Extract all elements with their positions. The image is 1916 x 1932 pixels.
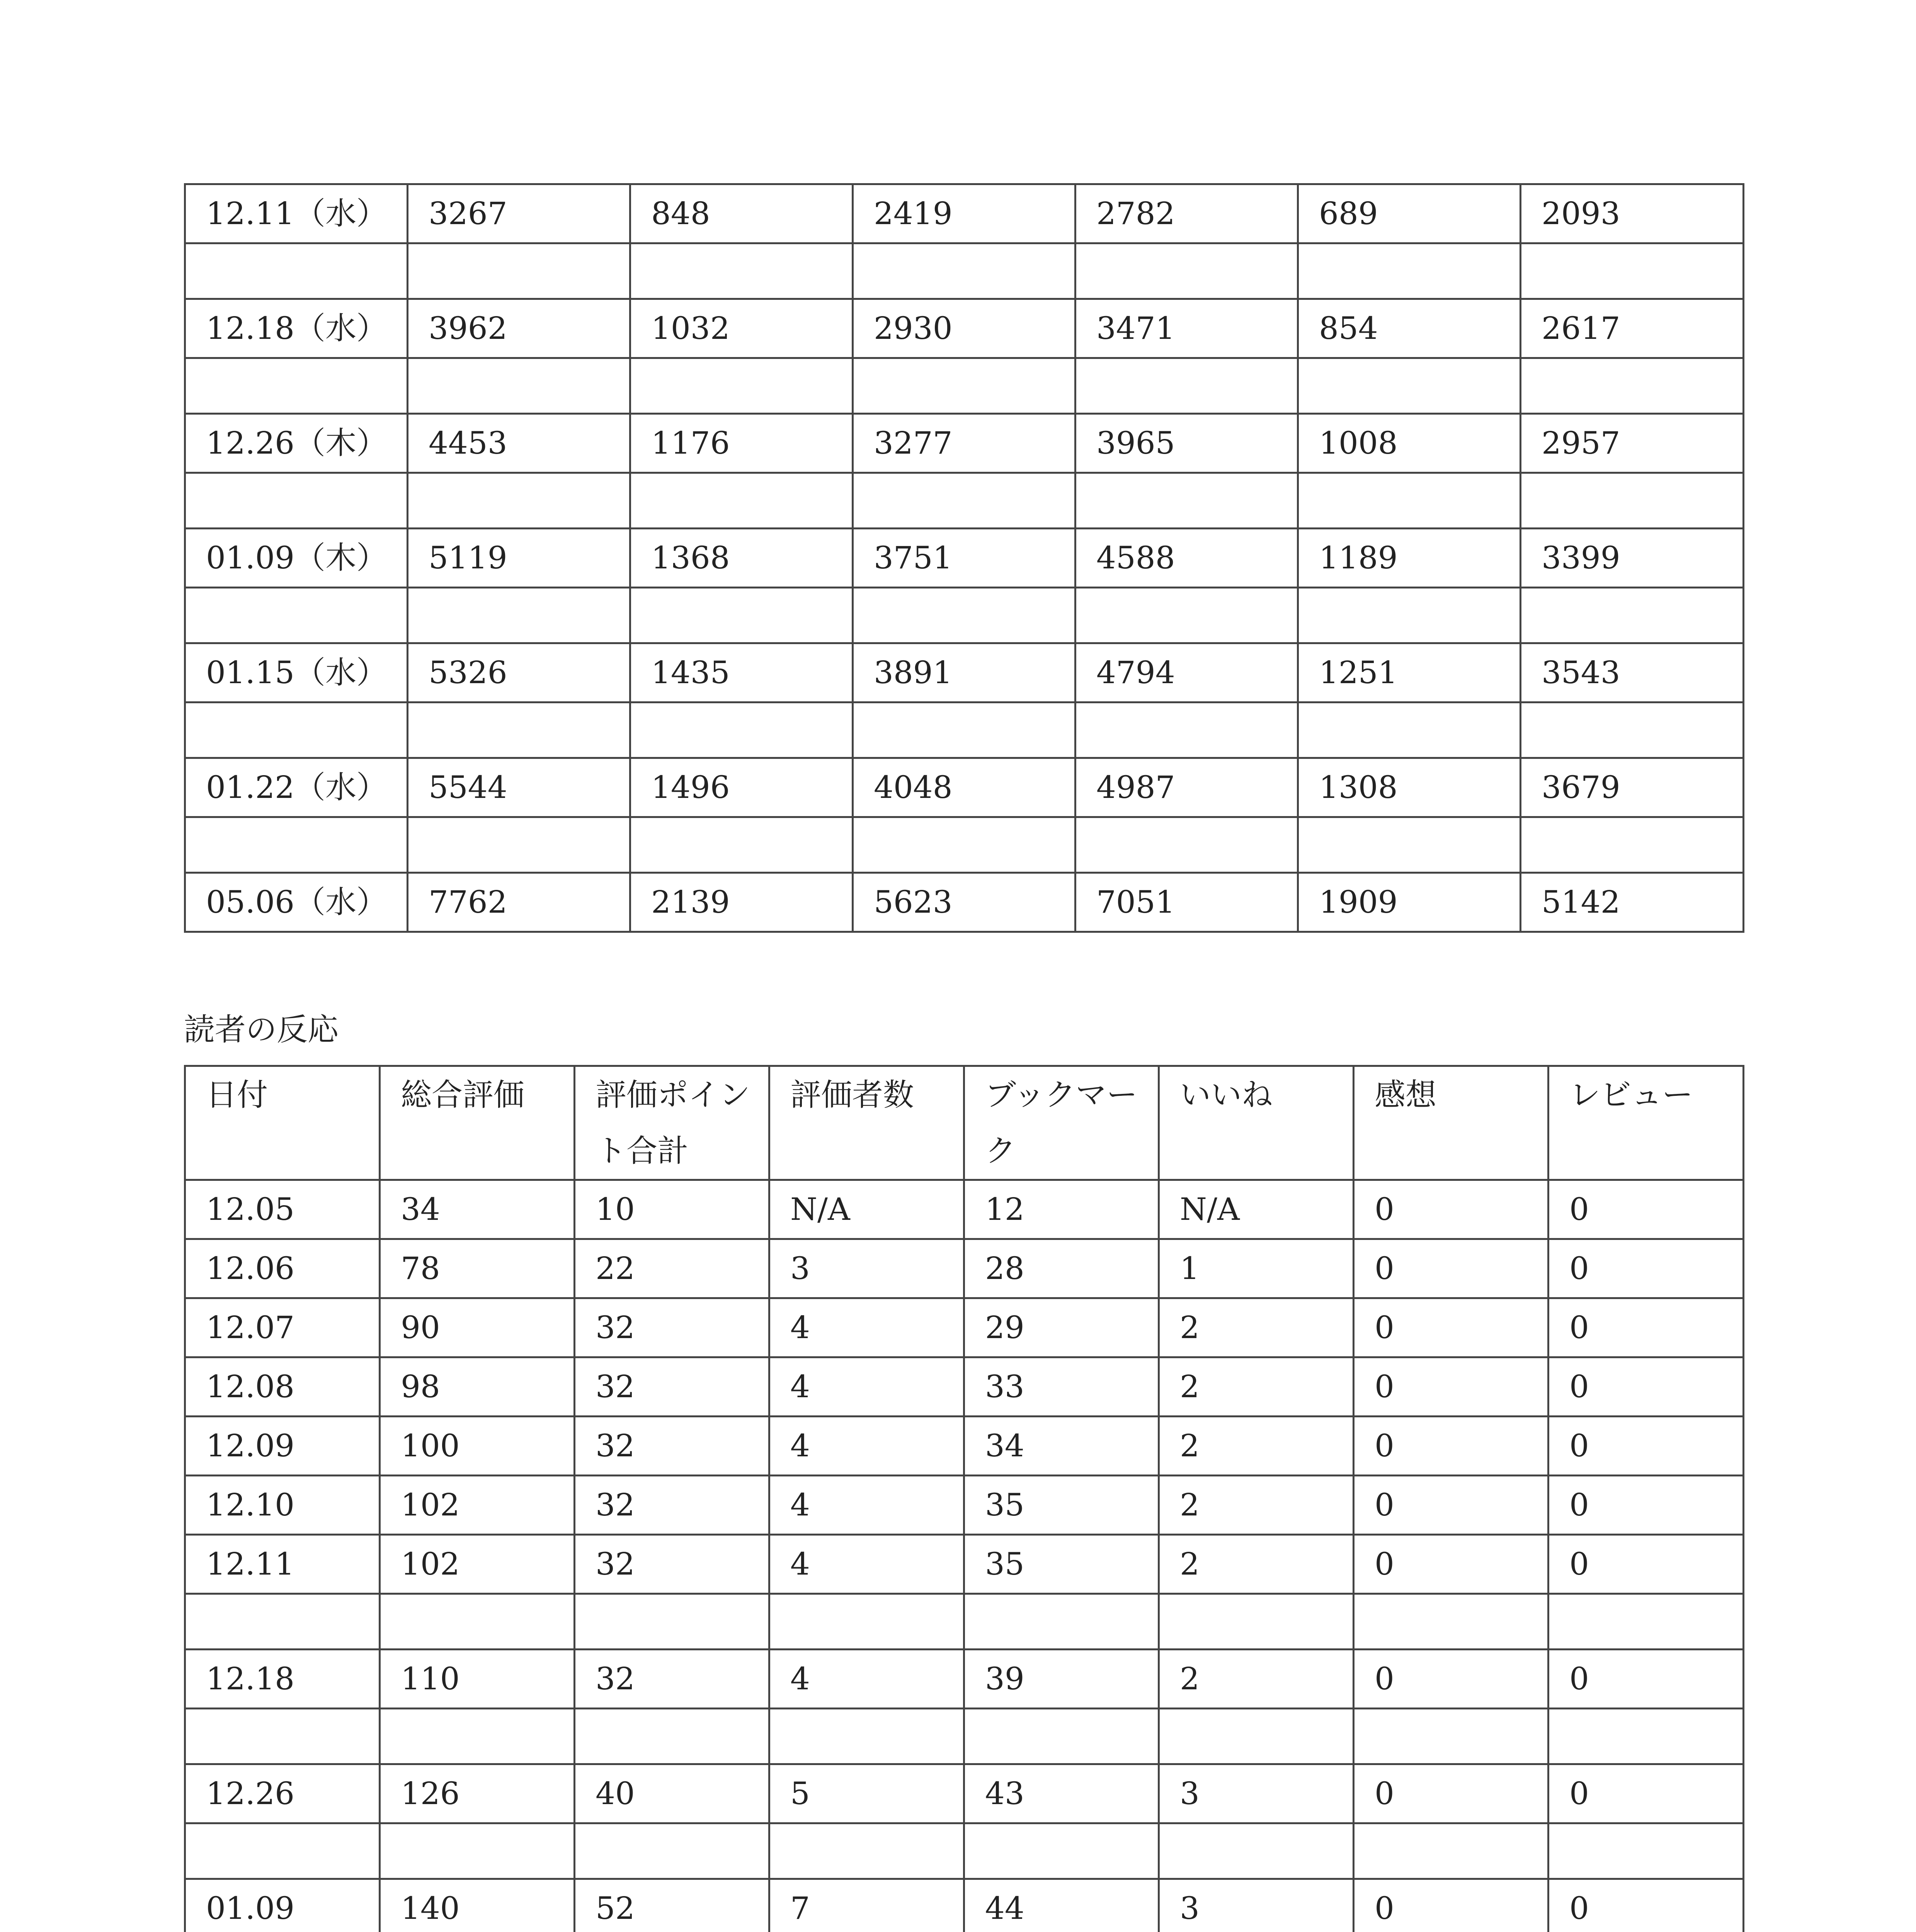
table-cell: 12.11（水） — [185, 184, 408, 243]
table-cell: 4 — [769, 1476, 964, 1535]
table-cell: 0 — [1548, 1357, 1744, 1417]
table-cell: 2 — [1159, 1650, 1354, 1709]
table-cell — [1075, 817, 1298, 873]
table-row — [185, 1180, 1744, 1239]
table-cell: 32 — [575, 1535, 769, 1594]
table-cell — [1521, 243, 1744, 299]
column-header: 評価ポイント合計 — [575, 1066, 769, 1180]
table-cell — [185, 473, 408, 529]
table-cell: 12.07 — [185, 1298, 380, 1357]
table-cell: 22 — [575, 1239, 769, 1298]
table-cell: 0 — [1354, 1357, 1548, 1417]
table-cell: 1496 — [630, 758, 853, 817]
table-cell: 34 — [380, 1180, 575, 1239]
table-cell: 4 — [769, 1417, 964, 1476]
table-cell — [185, 1823, 380, 1879]
table-cell: 1308 — [1298, 758, 1521, 817]
table-cell — [1298, 702, 1521, 758]
pv-table-body — [185, 184, 1744, 932]
table-row — [185, 243, 1744, 299]
table-cell: 3962 — [408, 299, 630, 358]
table-cell — [380, 1594, 575, 1650]
table-cell: 2139 — [630, 873, 853, 932]
header-row — [185, 1066, 1744, 1180]
table-cell: 78 — [380, 1239, 575, 1298]
table-cell: 3891 — [853, 643, 1075, 702]
table-cell: 4794 — [1075, 643, 1298, 702]
table-cell — [380, 1823, 575, 1879]
table-cell — [1075, 473, 1298, 529]
table-cell: 140 — [380, 1879, 575, 1932]
table-cell — [630, 473, 853, 529]
table-cell: 3277 — [853, 414, 1075, 473]
table-cell: 12.11 — [185, 1535, 380, 1594]
table-cell: 5326 — [408, 643, 630, 702]
table-cell: 01.15（水） — [185, 643, 408, 702]
table-cell — [630, 817, 853, 873]
table-cell — [1521, 702, 1744, 758]
table-cell — [964, 1594, 1159, 1650]
table-row — [185, 1879, 1744, 1932]
table-cell: 1 — [1159, 1239, 1354, 1298]
table-cell — [1298, 588, 1521, 643]
table-cell — [769, 1709, 964, 1764]
table-cell: 2 — [1159, 1476, 1354, 1535]
table-cell: 4 — [769, 1650, 964, 1709]
table-cell: 1008 — [1298, 414, 1521, 473]
table-cell — [853, 473, 1075, 529]
table-cell: 0 — [1354, 1764, 1548, 1823]
table-cell: 12.09 — [185, 1417, 380, 1476]
table-row — [185, 358, 1744, 414]
table-cell: 0 — [1548, 1239, 1744, 1298]
table-cell — [408, 702, 630, 758]
table-cell: 3965 — [1075, 414, 1298, 473]
table-cell: 0 — [1354, 1417, 1548, 1476]
table-cell: 01.09 — [185, 1879, 380, 1932]
table-cell — [853, 817, 1075, 873]
table-cell: 3 — [1159, 1879, 1354, 1932]
table-cell: 2782 — [1075, 184, 1298, 243]
table-cell: 1435 — [630, 643, 853, 702]
table-cell: 05.06（水） — [185, 873, 408, 932]
table-cell: 1032 — [630, 299, 853, 358]
column-header: 評価者数 — [769, 1066, 964, 1180]
table-cell — [1548, 1709, 1744, 1764]
table-cell — [853, 588, 1075, 643]
column-header: いいね — [1159, 1066, 1354, 1180]
table-cell: 1176 — [630, 414, 853, 473]
table-cell: 35 — [964, 1476, 1159, 1535]
column-header: 日付 — [185, 1066, 380, 1180]
table-cell: 0 — [1354, 1535, 1548, 1594]
table-cell: 2 — [1159, 1298, 1354, 1357]
table-cell: 5 — [769, 1764, 964, 1823]
table-row — [185, 588, 1744, 643]
table-row — [185, 1764, 1744, 1823]
table-cell — [1159, 1594, 1354, 1650]
table-cell: 5623 — [853, 873, 1075, 932]
table-cell — [1298, 817, 1521, 873]
table-cell: 2093 — [1521, 184, 1744, 243]
table-cell — [769, 1823, 964, 1879]
table-row — [185, 1650, 1744, 1709]
table-cell: 100 — [380, 1417, 575, 1476]
table-row — [185, 473, 1744, 529]
pv-table — [184, 183, 1744, 933]
table-cell: 3399 — [1521, 529, 1744, 588]
table-cell — [408, 243, 630, 299]
table-cell: 1909 — [1298, 873, 1521, 932]
column-header: 総合評価 — [380, 1066, 575, 1180]
table-cell — [964, 1823, 1159, 1879]
table-cell: 102 — [380, 1535, 575, 1594]
table-cell: 28 — [964, 1239, 1159, 1298]
table-cell — [380, 1709, 575, 1764]
table-cell: 0 — [1548, 1417, 1744, 1476]
table-cell: 12.18 — [185, 1650, 380, 1709]
table-cell: 0 — [1354, 1239, 1548, 1298]
table-cell — [1521, 588, 1744, 643]
table-cell — [575, 1594, 769, 1650]
column-header: 感想 — [1354, 1066, 1548, 1180]
table-cell — [1075, 243, 1298, 299]
table-cell: 1251 — [1298, 643, 1521, 702]
table-cell — [1075, 588, 1298, 643]
table-cell — [185, 817, 408, 873]
table-cell: 102 — [380, 1476, 575, 1535]
table-cell: 0 — [1354, 1650, 1548, 1709]
table-cell — [1298, 243, 1521, 299]
table-row — [185, 702, 1744, 758]
table-cell: 0 — [1548, 1298, 1744, 1357]
table-cell — [1354, 1823, 1548, 1879]
table-cell: 0 — [1354, 1879, 1548, 1932]
table-cell — [853, 358, 1075, 414]
table-cell: 35 — [964, 1535, 1159, 1594]
table-cell: 1189 — [1298, 529, 1521, 588]
table-row — [185, 1823, 1744, 1879]
table-cell: 2419 — [853, 184, 1075, 243]
reactions-table-body — [185, 1066, 1744, 1932]
table-row — [185, 1476, 1744, 1535]
table-cell — [408, 817, 630, 873]
table-cell: 01.09（木） — [185, 529, 408, 588]
table-cell: 4453 — [408, 414, 630, 473]
table-cell — [185, 702, 408, 758]
table-row — [185, 1417, 1744, 1476]
table-cell — [630, 702, 853, 758]
table-cell: 2957 — [1521, 414, 1744, 473]
table-row — [185, 1594, 1744, 1650]
table-cell: 12.08 — [185, 1357, 380, 1417]
table-cell: 34 — [964, 1417, 1159, 1476]
table-cell — [1075, 702, 1298, 758]
table-cell: 32 — [575, 1417, 769, 1476]
table-cell — [630, 243, 853, 299]
table-cell — [1521, 473, 1744, 529]
section-heading: 読者の反応 — [184, 1012, 339, 1048]
table-cell: 12.18（水） — [185, 299, 408, 358]
table-cell: N/A — [769, 1180, 964, 1239]
table-cell — [185, 243, 408, 299]
table-cell — [853, 702, 1075, 758]
table-cell: 3267 — [408, 184, 630, 243]
table-cell: 2 — [1159, 1535, 1354, 1594]
table-cell — [1159, 1823, 1354, 1879]
table-cell: 3 — [769, 1239, 964, 1298]
table-cell: 12.06 — [185, 1239, 380, 1298]
table-cell: 3751 — [853, 529, 1075, 588]
table-cell: 110 — [380, 1650, 575, 1709]
table-cell — [853, 243, 1075, 299]
table-cell: 3543 — [1521, 643, 1744, 702]
table-cell: 29 — [964, 1298, 1159, 1357]
table-cell: 7762 — [408, 873, 630, 932]
reactions-table — [184, 1065, 1744, 1932]
table-cell — [1075, 358, 1298, 414]
table-cell: 0 — [1548, 1650, 1744, 1709]
table-cell — [185, 588, 408, 643]
table-cell: 33 — [964, 1357, 1159, 1417]
table-cell — [185, 358, 408, 414]
table-cell: N/A — [1159, 1180, 1354, 1239]
table-row — [185, 758, 1744, 817]
table-cell: 5544 — [408, 758, 630, 817]
table-cell: 854 — [1298, 299, 1521, 358]
table-cell — [185, 1594, 380, 1650]
table-cell: 2617 — [1521, 299, 1744, 358]
table-cell: 98 — [380, 1357, 575, 1417]
table-cell — [1354, 1709, 1548, 1764]
table-cell: 0 — [1548, 1180, 1744, 1239]
table-cell: 0 — [1354, 1180, 1548, 1239]
table-cell — [1298, 358, 1521, 414]
table-cell: 90 — [380, 1298, 575, 1357]
table-cell: 12.05 — [185, 1180, 380, 1239]
table-cell: 32 — [575, 1298, 769, 1357]
table-cell: 0 — [1354, 1298, 1548, 1357]
table-row — [185, 1709, 1744, 1764]
column-header: ブックマーク — [964, 1066, 1159, 1180]
table-cell: 12.26（木） — [185, 414, 408, 473]
table-cell — [1521, 817, 1744, 873]
table-row — [185, 643, 1744, 702]
table-cell — [630, 358, 853, 414]
table-row — [185, 414, 1744, 473]
table-cell: 2 — [1159, 1417, 1354, 1476]
table-cell — [408, 473, 630, 529]
table-cell — [575, 1823, 769, 1879]
table-cell: 7051 — [1075, 873, 1298, 932]
table-cell: 5142 — [1521, 873, 1744, 932]
table-cell: 43 — [964, 1764, 1159, 1823]
table-cell — [1354, 1594, 1548, 1650]
table-cell: 2 — [1159, 1357, 1354, 1417]
table-cell: 848 — [630, 184, 853, 243]
table-cell: 0 — [1548, 1764, 1744, 1823]
table-cell: 3679 — [1521, 758, 1744, 817]
table-cell — [1548, 1823, 1744, 1879]
table-cell: 32 — [575, 1357, 769, 1417]
table-cell — [630, 588, 853, 643]
table-row — [185, 873, 1744, 932]
table-cell: 3 — [1159, 1764, 1354, 1823]
table-cell: 01.22（水） — [185, 758, 408, 817]
table-row — [185, 1298, 1744, 1357]
table-cell — [964, 1709, 1159, 1764]
table-row — [185, 184, 1744, 243]
table-cell: 12 — [964, 1180, 1159, 1239]
table-cell: 4 — [769, 1357, 964, 1417]
table-row — [185, 1535, 1744, 1594]
table-cell: 32 — [575, 1650, 769, 1709]
table-cell — [1298, 473, 1521, 529]
table-row — [185, 529, 1744, 588]
table-cell — [1159, 1709, 1354, 1764]
table-cell: 0 — [1548, 1535, 1744, 1594]
table-cell: 1368 — [630, 529, 853, 588]
table-row — [185, 1239, 1744, 1298]
table-cell: 44 — [964, 1879, 1159, 1932]
table-cell — [1548, 1594, 1744, 1650]
table-cell: 3471 — [1075, 299, 1298, 358]
table-cell: 4 — [769, 1535, 964, 1594]
table-cell: 689 — [1298, 184, 1521, 243]
table-cell: 52 — [575, 1879, 769, 1932]
table-cell — [1521, 358, 1744, 414]
table-row — [185, 817, 1744, 873]
table-cell — [185, 1709, 380, 1764]
table-cell: 0 — [1354, 1476, 1548, 1535]
table-row — [185, 1357, 1744, 1417]
table-cell: 4588 — [1075, 529, 1298, 588]
table-cell: 4987 — [1075, 758, 1298, 817]
table-cell: 4 — [769, 1298, 964, 1357]
table-cell — [575, 1709, 769, 1764]
table-cell: 4048 — [853, 758, 1075, 817]
table-cell: 7 — [769, 1879, 964, 1932]
table-cell: 0 — [1548, 1476, 1744, 1535]
table-cell — [769, 1594, 964, 1650]
table-cell: 40 — [575, 1764, 769, 1823]
table-cell — [408, 588, 630, 643]
table-cell: 0 — [1548, 1879, 1744, 1932]
table-cell: 12.26 — [185, 1764, 380, 1823]
table-cell: 10 — [575, 1180, 769, 1239]
table-cell: 126 — [380, 1764, 575, 1823]
table-cell: 5119 — [408, 529, 630, 588]
table-cell — [408, 358, 630, 414]
table-cell: 12.10 — [185, 1476, 380, 1535]
table-cell: 39 — [964, 1650, 1159, 1709]
table-cell: 32 — [575, 1476, 769, 1535]
table-row — [185, 299, 1744, 358]
column-header: レビュー — [1548, 1066, 1744, 1180]
table-cell: 2930 — [853, 299, 1075, 358]
